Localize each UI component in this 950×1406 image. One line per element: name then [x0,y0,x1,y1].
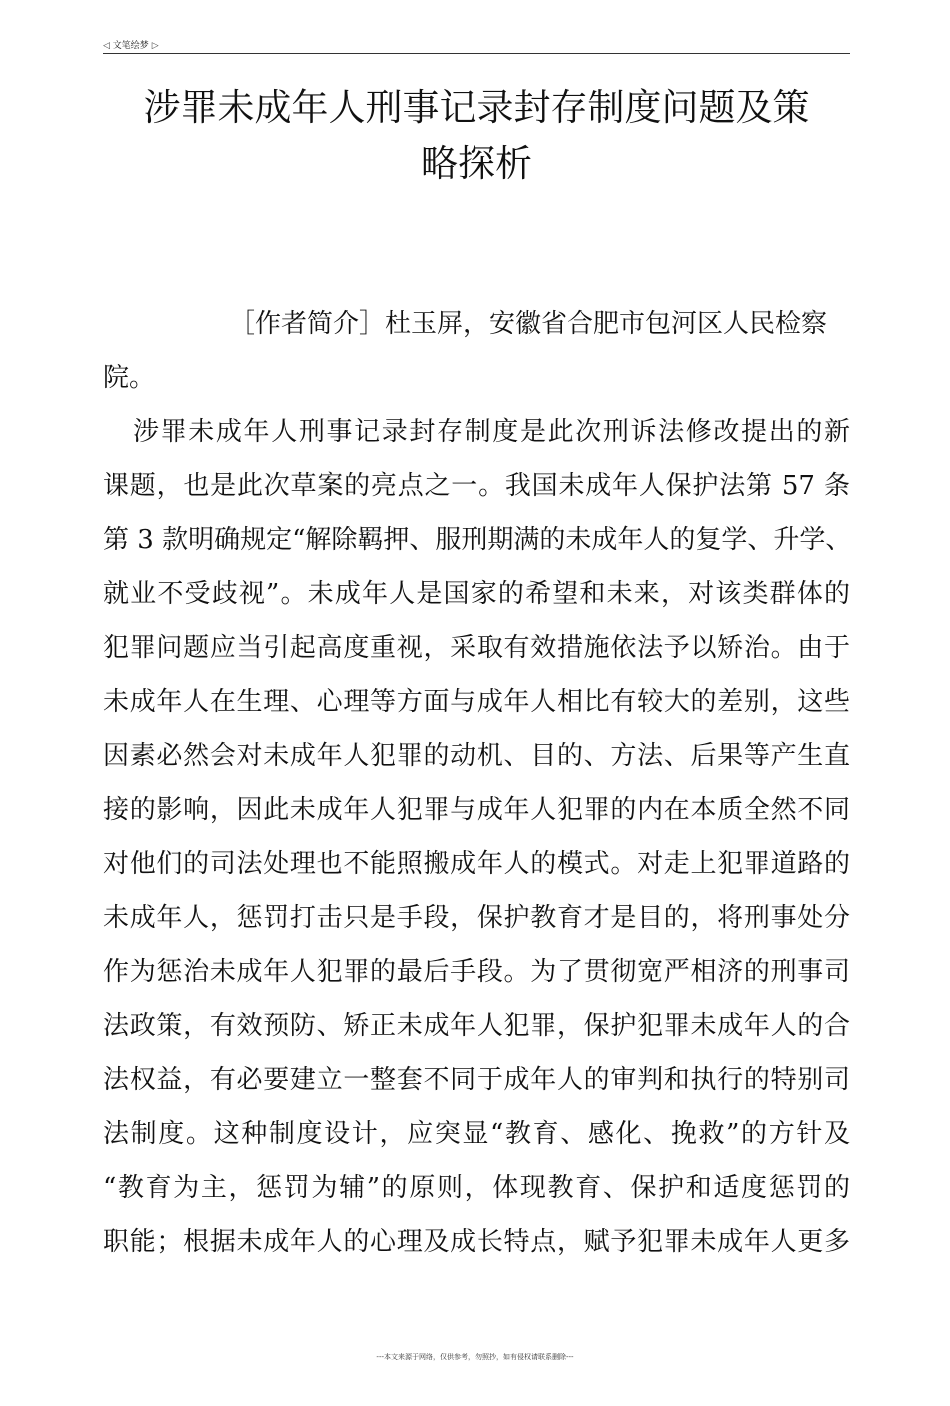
title-line-2: 略探析 [421,142,532,185]
body-line: 职能；根据未成年人的心理及成长特点，赋予犯罪未成年人更多 [103,1227,850,1257]
body-line: 作为惩治未成年人犯罪的最后手段。为了贯彻宽严相济的刑事司 [103,957,850,987]
body-line: “教育为主，惩罚为辅”的原则，体现教育、保护和适度惩罚的 [103,1173,850,1203]
body-line: 法制度。这种制度设计，应突显“教育、感化、挽救”的方针及 [103,1119,850,1149]
title-line-1: 涉罪未成年人刑事记录封存制度问题及策 [143,86,810,129]
body-line: 就业不受歧视”。未成年人是国家的希望和未来，对该类群体的 [103,579,850,609]
body-line: 犯罪问题应当引起高度重视，采取有效措施依法予以矫治。由于 [103,633,850,663]
header-brand-text: 文笔绘梦 [112,41,149,51]
right-triangle-icon: ▷ [151,41,159,51]
body-line: 对他们的司法处理也不能照搬成年人的模式。对走上犯罪道路的 [103,849,850,879]
body-line: 第 3 款明确规定“解除羁押、服刑期满的未成年人的复学、升学、 [103,525,852,555]
footer-notice: ---本文来源于网络，仅供参考，勿照抄，如有侵权请联系删除--- [376,1353,574,1361]
body-line: 法政策，有效预防、矫正未成年人犯罪，保护犯罪未成年人的合 [103,1011,850,1041]
author-intro-line-1: ［作者简介］杜玉屏，安徽省合肥市包河区人民检察 [229,309,828,339]
header-brand [103,38,159,51]
body-line: 接的影响，因此未成年人犯罪与成年人犯罪的内在本质全然不同 [103,795,850,825]
body-line: 未成年人，惩罚打击只是手段，保护教育才是目的，将刑事处分 [103,903,850,933]
author-intro-line-2: 院。 [103,363,156,393]
body-line: 未成年人在生理、心理等方面与成年人相比有较大的差别，这些 [103,687,850,717]
body-line: 涉罪未成年人刑事记录封存制度是此次刑诉法修改提出的新 [133,417,850,447]
document-title [103,80,850,192]
body-line: 法权益，有必要建立一整套不同于成年人的审判和执行的特别司 [103,1065,850,1095]
header-divider [103,53,850,54]
body-line: 课题，也是此次草案的亮点之一。我国未成年人保护法第 57 条 [103,471,850,501]
left-triangle-icon: ◁ [103,41,110,51]
body-line: 因素必然会对未成年人犯罪的动机、目的、方法、后果等产生直 [103,741,850,771]
